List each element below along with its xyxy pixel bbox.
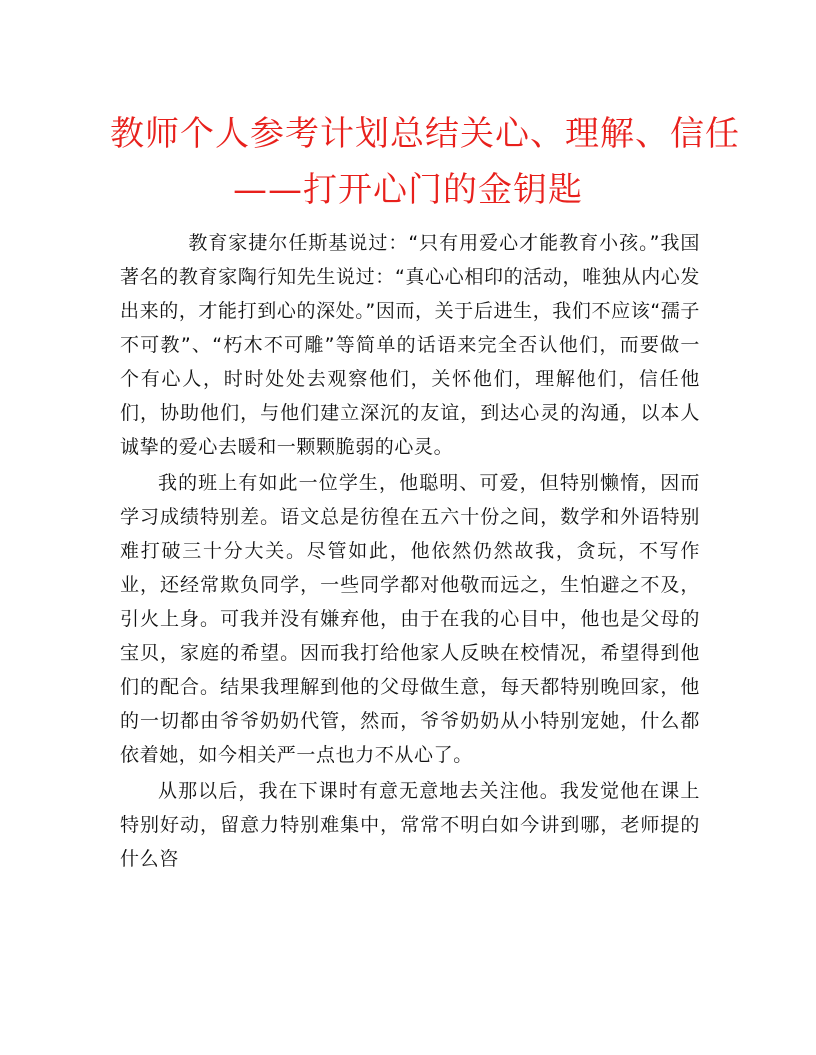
paragraph-2: 我的班上有如此一位学生，他聪明、可爱，但特别懒惰，因而学习成绩特别差。语文总是彷徨在五六十份之间，数学和外语特别难打破三十分大关。尽管如此，他依然仍然故我，贪玩，不写作业，还经常欺负同学，一些同学都对他敬而远之，生怕避之不及，引火上身。可我并没有嫌弃他，由于在我的心目中，他也是父母的宝贝，家庭的希望。因而我打给他家人反映在校情况，希望得到他们的配合。结果我理解到他的父母做生意，每天都特别晚回家，他的一切都由爷爷奶奶代管，然而，爷爷奶奶从小特别宠她，什么都依着她，如今相关严一点也力不从心了。 bbox=[120, 472, 700, 766]
paragraph-1: 教育家捷尔任斯基说过：“只有用爱心才能教育小孩。”我国著名的教育家陶行知先生说过：“真心心相印的活动，唯独从内心发出来的，才能打到心的深处。”因而，关于后进生，我们不应该“孺子不可教”、“朽木不可雕”等简单的话语来完全否认他们，而要做一个有心人，时时处处去观察他们，关怀他们，理解他们，信任他们，协助他们，与他们建立深沉的友谊，到达心灵的沟通，以本人诚挚的爱心去暖和一颗颗脆弱的心灵。 bbox=[120, 232, 700, 458]
document-title-line-2: ——打开心门的金钥匙 bbox=[233, 170, 583, 210]
document-body bbox=[120, 226, 700, 876]
paragraph-3: 从那以后，我在下课时有意无意地去关注他。我发觉他在课上特别好动，留意力特别难集中，常常不明白如今讲到哪，老师提的什么咨 bbox=[120, 780, 700, 870]
document-title-line-1: 教师个人参考计划总结关心、理解、信任 bbox=[110, 114, 740, 154]
